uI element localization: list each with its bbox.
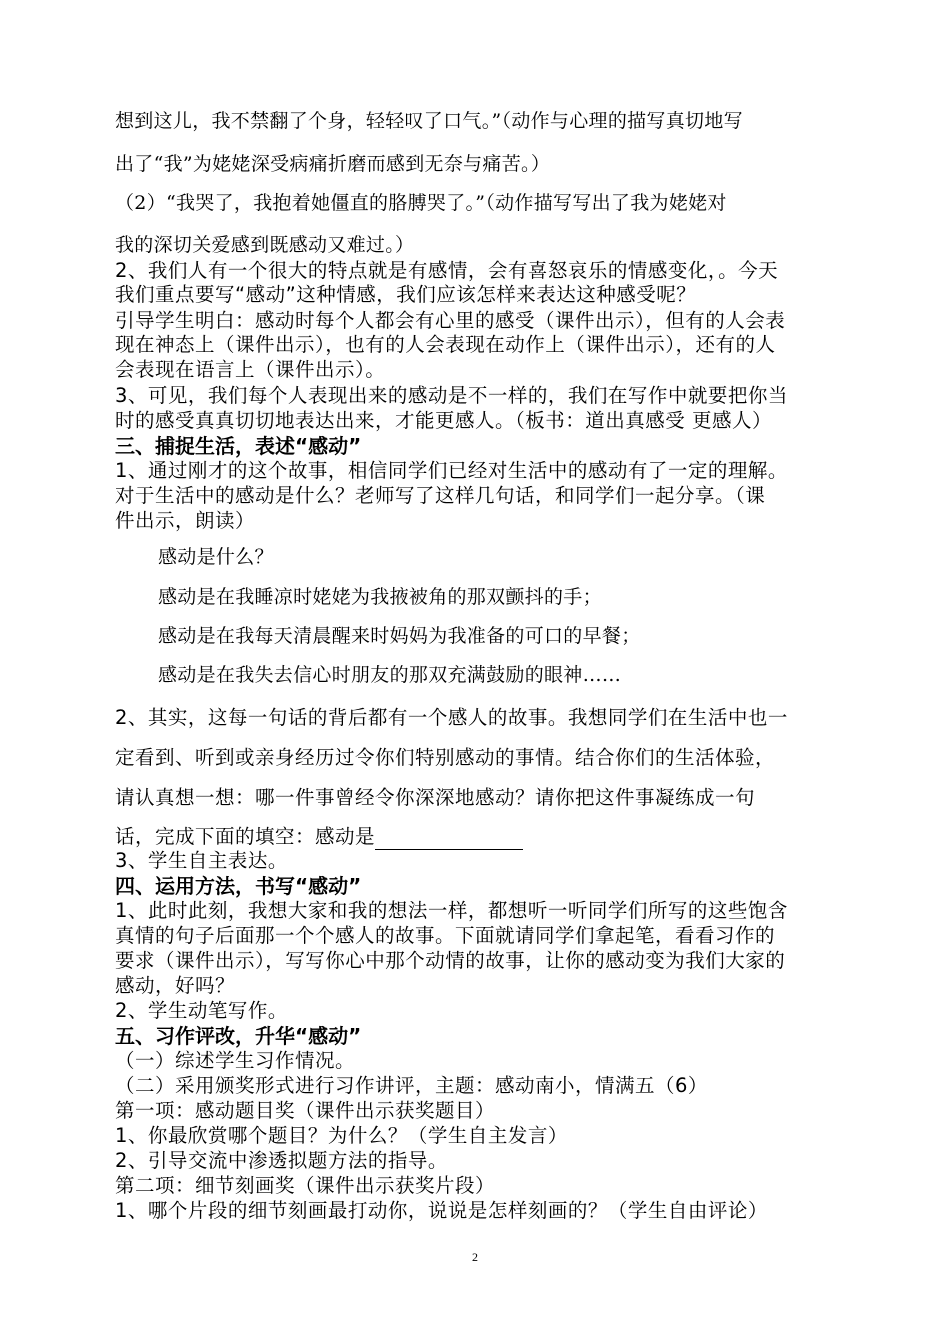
text-line: 2、引导交流中渗透拟题方法的指导。	[115, 1149, 448, 1172]
text-line: 1、此时此刻，我想大家和我的想法一样，都想听一听同学们所写的这些饱含	[115, 899, 788, 922]
text-line: 想到这儿，我不禁翻了个身，轻轻叹了口气。”（动作与心理的描写真切地写	[115, 110, 743, 132]
text-line: 出了“我”为姥姥深受病痛折磨而感到无奈与痛苦。）	[115, 153, 551, 175]
text-line: 1、哪个片段的细节刻画最打动你，说说是怎样刻画的？（学生自由评论）	[115, 1199, 768, 1222]
quote-line: 感动是在我睡凉时姥姥为我掖被角的那双颤抖的手；	[158, 586, 602, 608]
text-line: 定看到、听到或亲身经历过令你们特别感动的事情。结合你们的生活体验，	[115, 746, 776, 769]
text-line: 第一项：感动题目奖（课件出示获奖题目）	[115, 1099, 496, 1122]
text-line: 第二项：细节刻画奖（课件出示获奖片段）	[115, 1174, 496, 1197]
quote-line: 感动是在我失去信心时朋友的那双充满鼓励的眼神……	[158, 664, 622, 686]
text-line: 要求（课件出示），写写你心中那个动情的故事，让你的感动变为我们大家的	[115, 949, 786, 972]
text-line: 3、学生自主表达。	[115, 849, 288, 872]
fill-in-blank	[375, 827, 523, 850]
quote-line: 感动是什么？	[158, 546, 274, 568]
text-line: 我的深切关爱感到既感动又难过。）	[115, 234, 415, 256]
text-line: 2、其实，这每一句话的背后都有一个感人的故事。我想同学们在生活中也一	[115, 706, 788, 729]
text-line: 时的感受真真切切地表达出来，才能更感人。（板书：道出真感受 更感人）	[115, 409, 772, 432]
text-line: 1、通过刚才的这个故事，相信同学们已经对生活中的感动有了一定的理解。	[115, 459, 788, 482]
text-line: 件出示，朗读）	[115, 509, 256, 532]
text-line: 2、我们人有一个很大的特点就是有感情，会有喜怒哀乐的情感变化，。今天	[115, 259, 779, 282]
page-number: 2	[472, 1250, 478, 1264]
text-line: 现在神态上（课件出示），也有的人会表现在动作上（课件出示），还有的人	[115, 333, 776, 356]
text-line: 2、学生动笔写作。	[115, 999, 288, 1022]
text-line: （2）“我哭了，我抱着她僵直的胳膊哭了。”（动作描写写出了我为姥姥对	[115, 192, 727, 214]
fill-in-prompt: 话，完成下面的填空：感动是	[115, 825, 376, 848]
fill-in-line	[115, 824, 523, 850]
section-heading: 五、习作评改，升华“感动”	[115, 1024, 362, 1048]
text-line: 对于生活中的感动是什么？老师写了这样几句话，和同学们一起分享。（课	[115, 484, 766, 507]
text-line: 1、你最欣赏哪个题目？为什么？（学生自主发言）	[115, 1124, 568, 1147]
text-line: 我们重点要写“感动”这种情感，我们应该怎样来表达这种感受呢？	[115, 283, 697, 306]
text-line: 引导学生明白：感动时每个人都会有心里的感受（课件出示），但有的人会表	[115, 309, 786, 332]
text-line: 会表现在语言上（课件出示）。	[115, 358, 386, 381]
section-heading: 三、捕捉生活，表述“感动”	[115, 434, 362, 458]
text-line: 真情的句子后面那一个个感人的故事。下面就请同学们拿起笔，看看习作的	[115, 924, 776, 947]
section-heading: 四、运用方法，书写“感动”	[115, 874, 362, 898]
text-line: （二）采用颁奖形式进行习作讲评，主题：感动南小，情满五（6）	[115, 1074, 708, 1097]
text-line: 请认真想一想：哪一件事曾经令你深深地感动？请你把这件事凝练成一句	[115, 786, 756, 809]
text-line: 3、可见，我们每个人表现出来的感动是不一样的，我们在写作中就要把你当	[115, 384, 788, 407]
text-line: （一）综述学生习作情况。	[115, 1049, 356, 1072]
text-line: 感动，好吗？	[115, 974, 236, 997]
quote-line: 感动是在我每天清晨醒来时妈妈为我准备的可口的早餐；	[158, 625, 641, 647]
